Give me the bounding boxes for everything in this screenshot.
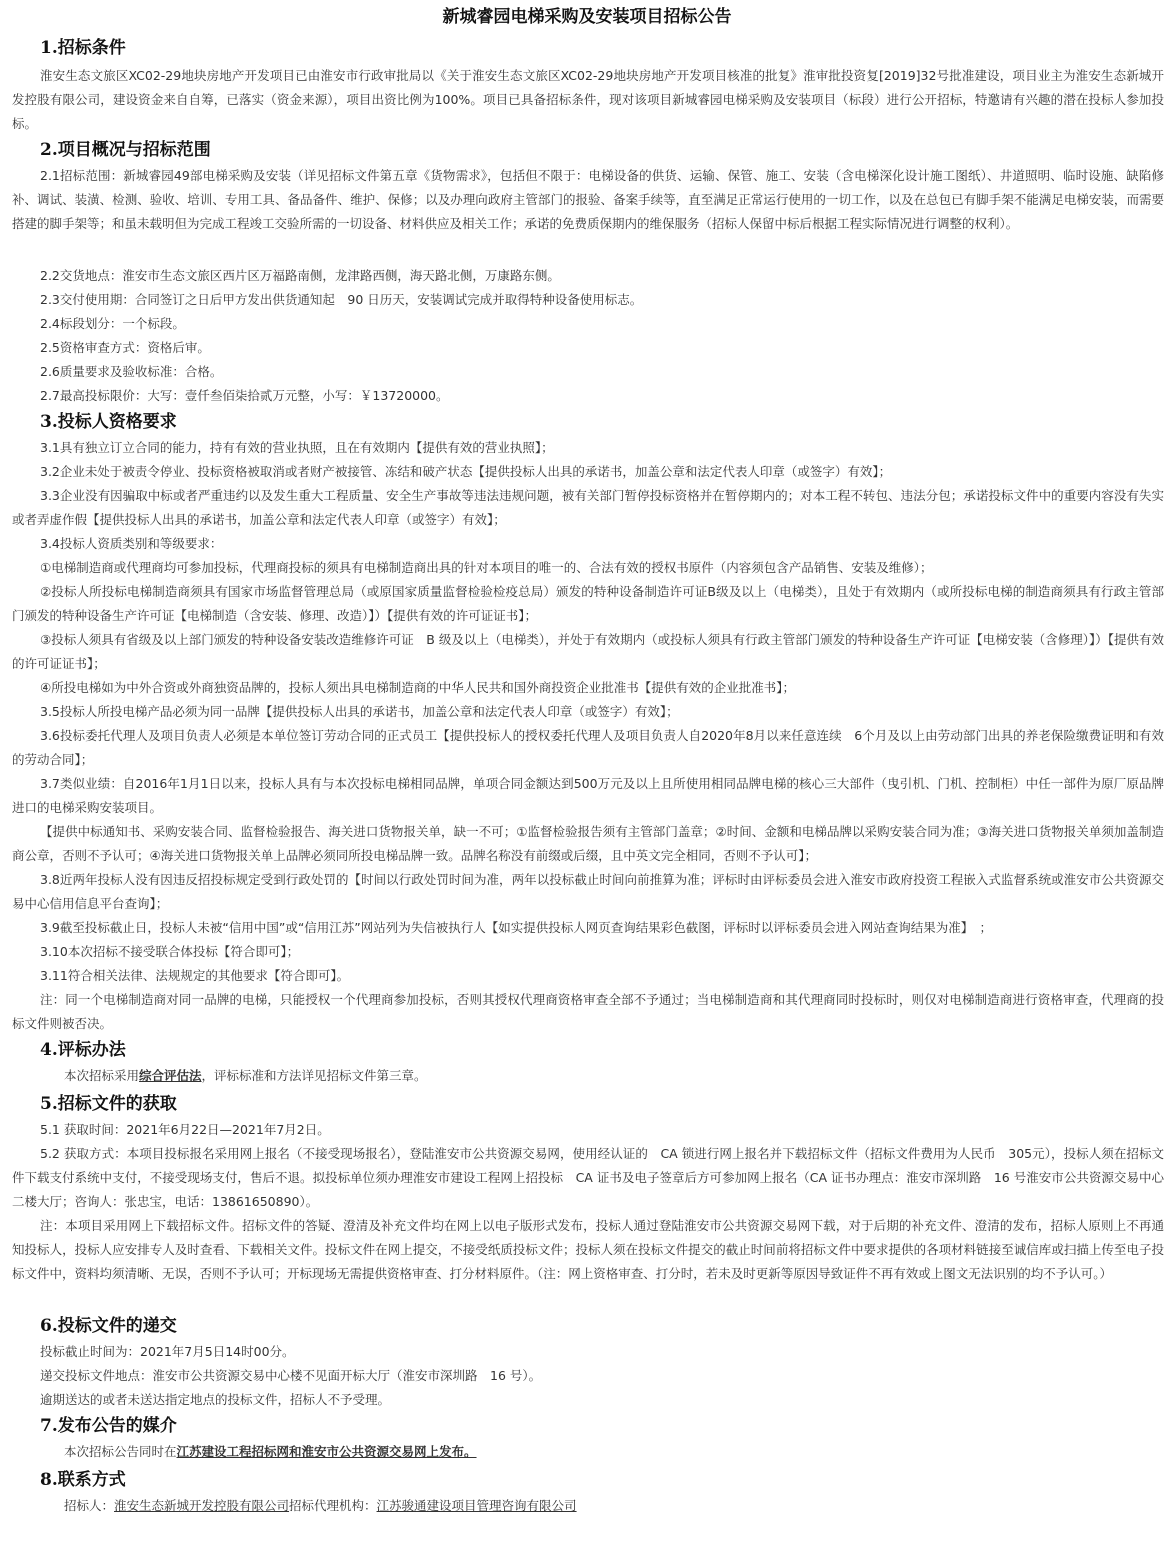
submission-deadline: 投标截止时间为：2021年7月5日14时00分。 bbox=[40, 1344, 295, 1359]
section-heading-5: 5.招标文件的获取 bbox=[40, 1094, 177, 1114]
req-3-7-evidence: 【提供中标通知书、采购安装合同、监督检验报告、海关进口货物报关单，缺一不可；①监督检验报告须有主管部门盖章；②时间、金额和电梯品牌以采购安装合同为准；③海关进口货物报关单须加盖制造商公章，否则不予认可；④海关进口货物报关单上品牌必须同所投电梯品牌一致。品牌名称没有前缀或后缀，且中英文完全相同，否则不予认可】； bbox=[12, 824, 1164, 863]
qualification-review: 2.5资格审查方式：资格后审。 bbox=[40, 340, 210, 355]
lot-division: 2.4标段划分：一个标段。 bbox=[40, 316, 185, 331]
section-heading-2: 2.项目概况与招标范围 bbox=[40, 140, 211, 160]
tenderer-label: 招标人： bbox=[64, 1498, 115, 1513]
req-3-4-item-2: ②投标人所投标电梯制造商须具有国家市场监督管理总局（或原国家质量监督检验检疫总局）颁发的特种设备制造许可证B级及以上（电梯类），且处于有效期内（或所投标电梯的制造商须具有行政主管部门颁发的特种设备生产许可证【电梯制造（含安装、修理、改造）】）【提供有效的许可证证书】； bbox=[12, 584, 1164, 623]
req-3-8: 3.8近两年投标人没有因违反招投标规定受到行政处罚的【时间以行政处罚时间为准，两年以投标截止时间向前推算为准；评标时由评标委员会进入淮安市政府投资工程嵌入式监督系统或淮安市公共资源交易中心信用信息平台查询】； bbox=[12, 872, 1164, 911]
req-3-5: 3.5投标人所投电梯产品必须为同一品牌【提供投标人出具的承诺书，加盖公章和法定代表人印章（或签字）有效】； bbox=[40, 704, 679, 719]
req-3-6: 3.6投标委托代理人及项目负责人必须是本单位签订劳动合同的正式员工【提供投标人的授权委托代理人及项目负责人自2020年8月以来任意连续 6个月及以上由劳动部门出具的养老保险缴费证明和有效的劳动合同】； bbox=[12, 728, 1164, 767]
section-heading-7: 7.发布公告的媒介 bbox=[40, 1416, 177, 1436]
req-3-4-item-1: ①电梯制造商或代理商均可参加投标，代理商投标的须具有电梯制造商出具的针对本项目的唯一的、合法有效的授权书原件（内容须包含产品销售、安装及维修）； bbox=[40, 560, 933, 575]
acquisition-time: 5.1 获取时间：2021年6月22日—2021年7月2日。 bbox=[40, 1122, 330, 1137]
section-heading-4: 4.评标办法 bbox=[40, 1040, 126, 1060]
req-3-9: 3.9截至投标截止日，投标人未被“信用中国”或“信用江苏”网站列为失信被执行人【如实提供投标人网页查询结果彩色截图，评标时以评标委员会进入网站查询结果为准】 ； bbox=[40, 920, 993, 935]
late-submission-note: 逾期送达的或者未送达指定地点的投标文件，招标人不予受理。 bbox=[40, 1392, 391, 1407]
req-3-4: 3.4投标人资质类别和等级要求： bbox=[40, 536, 223, 551]
agent-name: 江苏骏通建设项目管理咨询有限公司 bbox=[376, 1498, 577, 1513]
contact-info bbox=[64, 1494, 1164, 1518]
req-3-3: 3.3企业没有因骗取中标或者严重违约以及发生重大工程质量、安全生产事故等违法违规问题，被有关部门暂停投标资格并在暂停期内的；对本工程不转包、违法分包；承诺投标文件中的重要内容没有失实或者弄虚作假【提供投标人出具的承诺书，加盖公章和法定代表人印章（或签字）有效】； bbox=[12, 488, 1164, 527]
req-3-2: 3.2企业未处于被责令停业、投标资格被取消或者财产被接管、冻结和破产状态【提供投标人出具的承诺书，加盖公章和法定代表人印章（或签字）有效】； bbox=[40, 464, 892, 479]
evaluation-method bbox=[64, 1064, 1164, 1088]
evaluation-suffix: ，评标标准和方法详见招标文件第三章。 bbox=[201, 1068, 427, 1083]
acquisition-note: 注：本项目采用网上下载招标文件。招标文件的答疑、澄清及补充文件均在网上以电子版形式发布，投标人通过登陆淮安市公共资源交易网下载，对于后期的补充文件、澄清的发布，招标人原则上不再通知投标人，投标人应安排专人及时查看、下载相关文件。投标文件在网上提交，不接受纸质投标文件；投标人须在投标文件提交的截止时间前将招标文件中要求提供的各项材料链接至诚信库或扫描上传至电子投标文件中，资料均须清晰、无误，否则不予认可；开标现场无需提供资格审查、打分材料原件。（注：网上资格审查、打分时，若未及时更新等原因导致证件不再有效或上图文无法识别的均不予认可。） bbox=[12, 1218, 1164, 1281]
agent-label: 招标代理机构： bbox=[289, 1498, 377, 1513]
max-bid-price: 2.7最高投标限价：大写：壹仟叁佰柒拾贰万元整，小写：￥13720000。 bbox=[40, 388, 449, 403]
delivery-period: 2.3交付使用期：合同签订之日后甲方发出供货通知起 90 日历天，安装调试完成并取得特种设备使用标志。 bbox=[40, 292, 643, 307]
req-3-11: 3.11符合相关法律、法规规定的其他要求【符合即可】。 bbox=[40, 968, 350, 983]
req-3-7: 3.7类似业绩：自2016年1月1日以来，投标人具有与本次投标电梯相同品牌，单项合同金额达到500万元及以上且所使用相同品牌电梯的核心三大部件（曳引机、门机、控制柜）中任一部件为原厂原品牌进口的电梯采购安装项目。 bbox=[12, 776, 1164, 815]
publication-media-link[interactable]: 江苏建设工程招标网和淮安市公共资源交易网上发布。 bbox=[176, 1444, 477, 1459]
section-heading-1: 1.招标条件 bbox=[40, 38, 126, 58]
tenderer-name: 淮安生态新城开发控股有限公司 bbox=[114, 1498, 290, 1513]
req-3-4-item-3: ③投标人须具有省级及以上部门颁发的特种设备安装改造维修许可证 B 级及以上（电梯类），并处于有效期内（或投标人须具有行政主管部门颁发的特种设备生产许可证【电梯安装（含修理）】）【提供有效的许可证证书】； bbox=[12, 632, 1164, 671]
section-heading-6: 6.投标文件的递交 bbox=[40, 1316, 177, 1336]
delivery-location: 2.2交货地点：淮安市生态文旅区西片区万福路南侧，龙津路西侧，海天路北侧，万康路东侧。 bbox=[40, 268, 560, 283]
section-heading-3: 3.投标人资格要求 bbox=[40, 412, 177, 432]
req-3-4-item-4: ④所投电梯如为中外合资或外商独资品牌的，投标人须出具电梯制造商的中华人民共和国外商投资企业批准书【提供有效的企业批准书】； bbox=[40, 680, 795, 695]
section-1-body: 淮安生态文旅区XC02-29地块房地产开发项目已由淮安市行政审批局以《关于淮安生态文旅区XC02-29地块房地产开发项目核准的批复》淮审批投资复[2019]32号批准建设，项目业主为淮安生态新城开发控股有限公司，建设资金来自自筹，已落实（资金来源），项目出资比例为100%。项目已具备招标条件，现对该项目新城睿园电梯采购及安装项目（标段）进行公开招标，特邀请有兴趣的潜在投标人参加投标。 bbox=[12, 68, 1164, 131]
req-3-1: 3.1具有独立订立合同的能力，持有有效的营业执照，且在有效期内【提供有效的营业执照】； bbox=[40, 440, 554, 455]
req-note: 注：同一个电梯制造商对同一品牌的电梯，只能授权一个代理商参加投标，否则其授权代理商资格审查全部不予通过；当电梯制造商和其代理商同时投标时，则仅对电梯制造商进行资格审查，代理商的投标文件则被否决。 bbox=[12, 992, 1164, 1031]
submission-location: 递交投标文件地点：淮安市公共资源交易中心楼不见面开标大厅（淮安市深圳路 16 号）。 bbox=[40, 1368, 542, 1383]
page-title: 新城睿园电梯采购及安装项目招标公告 bbox=[442, 7, 732, 27]
publication-media bbox=[64, 1440, 1164, 1464]
quality-requirement: 2.6质量要求及验收标准：合格。 bbox=[40, 364, 223, 379]
scope-paragraph: 2.1招标范围：新城睿园49部电梯采购及安装（详见招标文件第五章《货物需求》，包括但不限于：电梯设备的供货、运输、保管、施工、安装（含电梯深化设计施工图纸）、井道照明、临时设施、缺陷修补、调试、装潢、检测、验收、培训、专用工具、备品备件、维护、保修；以及办理向政府主管部门的报验、备案手续等，直至满足正常运行使用的一切工作，以及在总包已有脚手架不能满足电梯安装，而需要搭建的脚手架等；和虽未载明但为完成工程竣工交验所需的一切设备、材料供应及相关工作；承诺的免费质保期内的维保服务（招标人保留中标后根据工程实际情况进行调整的权利）。 bbox=[12, 168, 1164, 231]
publication-prefix: 本次招标公告同时在 bbox=[64, 1444, 177, 1459]
req-3-10: 3.10本次招标不接受联合体投标【符合即可】； bbox=[40, 944, 300, 959]
section-heading-8: 8.联系方式 bbox=[40, 1470, 126, 1490]
acquisition-method: 5.2 获取方式：本项目投标报名采用网上报名（不接受现场报名），登陆淮安市公共资源交易网，使用经认证的 CA 锁进行网上报名并下载招标文件（招标文件费用为人民币 305元），投标人须在招标文件下载支付系统中支付，不接受现场支付，售后不退。拟投标单位须办理淮安市建设工程网上招投标 CA 证书及电子签章后方可参加网上报名（CA 证书办理点：淮安市深圳路 16 号淮安市公共资源交易中心二楼大厅；咨询人：张忠宝，电话：13861650890）。 bbox=[12, 1146, 1164, 1209]
evaluation-method-name: 综合评估法 bbox=[139, 1068, 202, 1083]
evaluation-prefix: 本次招标采用 bbox=[64, 1068, 140, 1083]
